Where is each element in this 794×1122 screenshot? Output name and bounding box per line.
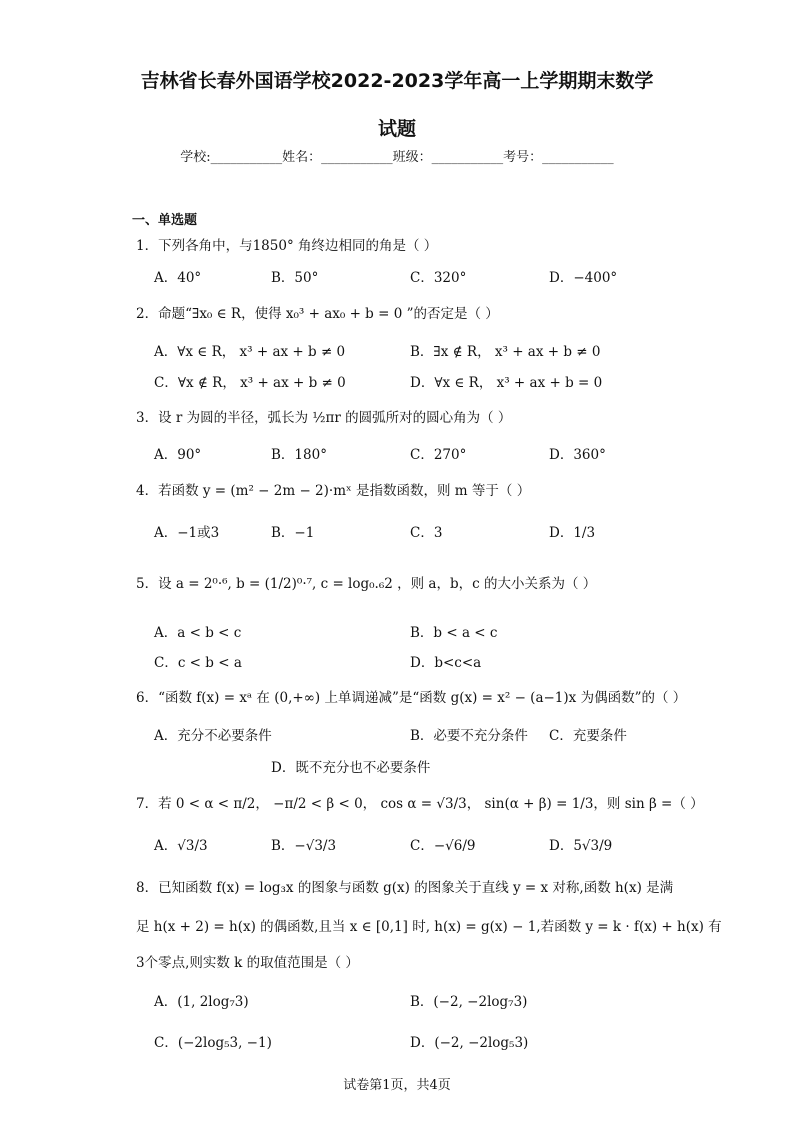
question-6-stem: 6．“函数 f(x) = xᵃ 在 (0,+∞) 上单调递减”是“函数 g(x) = x² − (a−1)x 为偶函数”的（ ） — [136, 690, 687, 706]
question-1-option-c: C．320° — [410, 270, 467, 286]
question-2-option-b: B．∃x ∉ R， x³ + ax + b ≠ 0 — [410, 344, 601, 360]
question-8-option-b: B．(−2, −2log₇3) — [410, 994, 528, 1010]
question-4-option-a: A．−1或3 — [154, 525, 220, 541]
question-8-stem-line-2: 足 h(x + 2) = h(x) 的偶函数,且当 x ∈ [0,1] 时, h(x) = g(x) − 1,若函数 y = k · f(x) + h(x) 有 — [136, 919, 722, 935]
question-2-option-a: A．∀x ∈ R， x³ + ax + b ≠ 0 — [154, 344, 346, 360]
question-2-option-d: D．∀x ∈ R， x³ + ax + b = 0 — [410, 375, 603, 391]
question-6-option-c: C．充要条件 — [549, 728, 627, 744]
page-footer: 试卷第1页，共4页 — [343, 1078, 451, 1093]
question-5-option-d: D．b<c<a — [410, 655, 482, 671]
question-5-stem: 5．设 a = 2⁰·⁶, b = (1/2)⁰·⁷, c = log₀.₆2 ，则 a，b，c 的大小关系为（ ） — [136, 576, 597, 592]
question-1-option-b: B．50° — [271, 270, 319, 286]
question-3-option-a: A．90° — [154, 447, 202, 463]
question-7-option-c: C．−√6/9 — [410, 838, 476, 854]
question-5-option-b: B．b < a < c — [410, 625, 498, 641]
question-8-option-a: A．(1, 2log₇3) — [154, 994, 249, 1010]
question-6-option-b: B．必要不充分条件 — [410, 728, 528, 744]
question-7-option-b: B．−√3/3 — [271, 838, 337, 854]
question-3-option-b: B．180° — [271, 447, 327, 463]
question-1-option-d: D．−400° — [549, 270, 618, 286]
question-8-option-d: D．(−2, −2log₅3) — [410, 1035, 529, 1051]
question-5-option-c: C．c < b < a — [154, 655, 242, 671]
question-3-stem: 3．设 r 为圆的半径，弧长为 ½πr 的圆弧所对的圆心角为（ ） — [136, 410, 512, 426]
question-4-option-c: C．3 — [410, 525, 443, 541]
question-1-stem: 1．下列各角中，与1850° 角终边相同的角是（ ） — [136, 238, 438, 254]
question-5-option-a: A．a < b < c — [154, 625, 242, 641]
question-7-option-d: D．5√3/9 — [549, 838, 613, 854]
question-2-stem: 2．命题“∃x₀ ∈ R，使得 x₀³ + ax₀ + b = 0 ”的否定是（ ） — [136, 306, 499, 322]
question-4-stem: 4．若函数 y = (m² − 2m − 2)·mˣ 是指数函数，则 m 等于（ ） — [136, 483, 531, 499]
question-1-option-a: A．40° — [154, 270, 202, 286]
question-8-stem-line-1: 8．已知函数 f(x) = log₃x 的图象与函数 g(x) 的图象关于直线 y = x 对称,函数 h(x) 是满 — [136, 880, 674, 896]
question-7-option-a: A．√3/3 — [154, 838, 208, 854]
question-8-stem-line-3: 3个零点,则实数 k 的取值范围是（ ） — [136, 955, 359, 971]
question-7-stem: 7．若 0 < α < π/2， −π/2 < β < 0， cos α = √3/3， sin(α + β) = 1/3，则 sin β =（ ） — [136, 796, 704, 812]
question-6-option-d: D．既不充分也不必要条件 — [271, 760, 431, 776]
question-6-option-a: A．充分不必要条件 — [154, 728, 272, 744]
question-8-option-c: C．(−2log₅3, −1) — [154, 1035, 272, 1051]
title-line-2: 试题 — [377, 118, 416, 140]
section-heading: 一、单选题 — [132, 213, 198, 228]
question-4-option-b: B．−1 — [271, 525, 315, 541]
question-3-option-d: D．360° — [549, 447, 606, 463]
title-line-1: 吉林省长春外国语学校2022-2023学年高一上学期期末数学 — [140, 70, 654, 92]
question-2-option-c: C．∀x ∉ R， x³ + ax + b ≠ 0 — [154, 375, 346, 391]
question-4-option-d: D．1/3 — [549, 525, 596, 541]
student-info-line: 学校:___________姓名：___________班级：___________考号：___________ — [180, 150, 614, 165]
question-3-option-c: C．270° — [410, 447, 467, 463]
